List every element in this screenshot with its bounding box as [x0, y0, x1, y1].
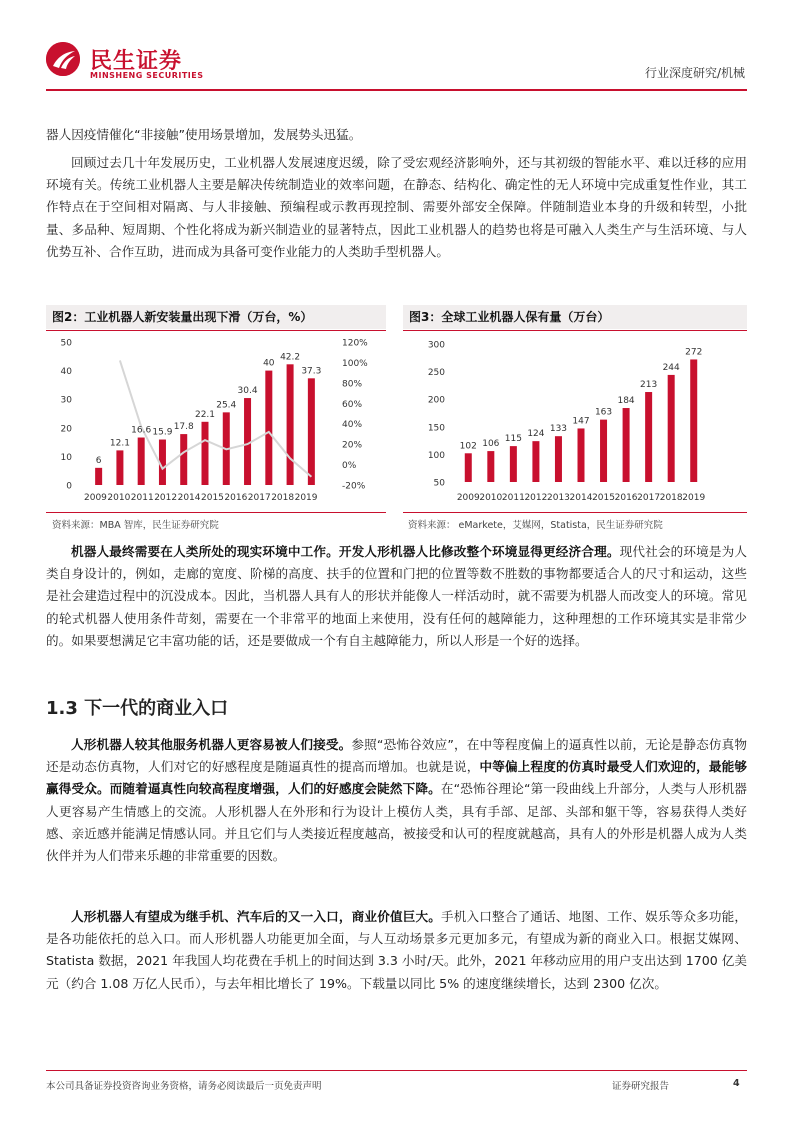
x-tick-6: 2015: [592, 493, 615, 503]
data-label-7: 184: [617, 396, 635, 407]
y-tick-3: 30: [60, 395, 72, 406]
data-label-6: 25.4: [216, 400, 237, 411]
section-title: 1.3 下一代的商业入口: [46, 698, 229, 719]
report-category: 行业深度研究/机械: [644, 66, 745, 80]
y-tick-4: 40: [60, 367, 72, 378]
x-tick-7: 2017: [247, 493, 271, 503]
bar-2: [510, 446, 517, 482]
bar-1: [487, 451, 494, 482]
bar-1: [116, 450, 123, 485]
x-tick-2: 2011: [130, 493, 154, 503]
data-label-1: 12.1: [109, 438, 130, 449]
figure-3-title: 图3：全球工业机器人保有量（万台）: [403, 305, 747, 329]
logo-text-cn: 民生证券: [90, 49, 183, 74]
data-label-7: 30.4: [237, 386, 258, 397]
data-label-10: 37.3: [301, 366, 322, 377]
bar-10: [690, 359, 697, 482]
bar-3: [532, 441, 539, 482]
data-label-9: 244: [662, 362, 680, 373]
footer-disclaimer: 本公司具备证券投资咨询业务资格，请务必阅读最后一页免责声明: [46, 1081, 322, 1092]
y-tick-5: 50: [60, 338, 72, 349]
x-tick-0: 2009: [84, 493, 107, 503]
data-label-4: 133: [549, 424, 568, 435]
y-tick-2: 150: [427, 423, 445, 434]
bar-4: [180, 434, 187, 485]
growth-line: [120, 360, 312, 476]
bar-0: [465, 453, 472, 482]
y-tick-1: 100: [427, 450, 445, 461]
company-logo-icon: [46, 42, 80, 76]
x-tick-1: 2010: [107, 493, 131, 503]
data-label-0: 102: [459, 441, 477, 452]
paragraph-4: 人形机器人较其他服务机器人更容易被人们接受。参照“恐怖谷效应”，在中等程度偏上的逼真性以前，无论是静态仿真物还是动态仿真物，人们对它的好感程度是随逼真性的提高而增加。也就是说，中等偏上程度的仿真时最受人们欢迎的，最能够赢得受众。而随着逼真性向较高程度增强，人们的好感度会陡然下降。在“恐怖谷理论“第一段曲线上升部分，人类与人形机器人更容易产生情感上的交流。人形机器人在外形和行为设计上模仿人类，具有手部、足部、头部和躯干等，容易获得人类好感、亲近感并能满足情感认同。并且它们与人类接近程度越高，被接受和认可的程度就越高，具有人的外形是机器人成为人类伙伴并为人们带来乐趣的非常重要的因数。: [46, 737, 748, 864]
paragraph-2: 回顾过去几十年发展历史，工业机器人发展速度迟缓，除了受宏观经济影响外，还与其初级的智能水平、难以迁移的应用环境有关。传统工业机器人主要是解决传统制造业的效率问题，在静态、结构化、确定性的无人环境中完成重复性作业，其工作特点在于空间相对隔离、与人非接触、预编程或示教再现控制、需要外部安全保障。伴随制造业本身的升级和转型，小批量、多品种、短周期、个性化将成为新兴制造业的显著特点，因此工业机器人的趋势也将是可融入人类生产与生活环境、与人优势互补、合作互助，进而成为具备可变作业能力的人类助手型机器人。: [46, 155, 747, 259]
data-label-5: 22.1: [194, 409, 216, 420]
x-tick-9: 2018: [659, 493, 683, 503]
data-label-4: 17.8: [173, 422, 194, 433]
bar-4: [555, 436, 562, 482]
x-tick-5: 2014: [569, 493, 593, 503]
logo-text-en: MINSHENG SECURITIES: [90, 71, 204, 80]
y2-tick-3: 40%: [342, 420, 363, 431]
x-tick-3: 2012: [524, 493, 548, 503]
figure-3-source: 资料来源： eMarkete，艾媒网，Statista，民生证券研究院: [408, 520, 663, 531]
data-label-10: 272: [685, 347, 703, 358]
data-label-3: 124: [527, 429, 545, 440]
footer-divider: [46, 1070, 747, 1071]
paragraph-3-lead: 机器人最终需要在人类所处的现实环境中工作。开发人形机器人比修改整个环境显得更经济合理。: [71, 544, 620, 559]
bar-9: [287, 364, 294, 485]
x-tick-0: 2009: [456, 493, 480, 503]
data-label-3: 15.9: [152, 427, 173, 438]
y-tick-0: 50: [433, 478, 445, 489]
page-number: 4: [733, 1078, 740, 1089]
x-tick-8: 2017: [637, 493, 661, 503]
y-tick-3: 200: [427, 395, 445, 406]
data-label-6: 163: [594, 407, 613, 418]
y2-tick-1: 0%: [342, 461, 357, 472]
paragraph-5: 人形机器人有望成为继手机、汽车后的又一入口，商业价值巨大。手机入口整合了通话、地图、工作、娱乐等众多功能，是各功能依托的总入口。而人形机器人功能更加全面，与人互动场景多元更加多元，有望成为新的商业入口。根据艾媒网、Statista 数据，2021 年我国人均花费在手机上的时间达到 3.3 小时/天。此外，2021 年移动应用的用户支出达到 1700 亿美元（约合 1.08 万亿人民币），与去年相比增长了 19%。下载量以同比 5% 的速度继续增长，达到 2300 亿次。: [46, 909, 748, 991]
bar-6: [600, 420, 607, 482]
header-divider: [46, 89, 747, 91]
data-label-0: 6: [95, 455, 102, 466]
data-label-8: 213: [640, 380, 658, 391]
figure-3-divider: [403, 330, 747, 331]
x-tick-2: 2011: [501, 493, 525, 503]
bar-10: [308, 378, 315, 485]
y2-tick-2: 20%: [342, 440, 363, 451]
paragraph-1: 器人因疫情催化“非接触”使用场景增加，发展势头迅猛。: [46, 127, 362, 142]
x-tick-3: 2012: [154, 493, 178, 503]
x-tick-4: 2014: [177, 493, 201, 503]
x-tick-7: 2016: [614, 493, 638, 503]
figure-2-bottom-divider: [46, 512, 386, 513]
figure-2-title: 图2：工业机器人新安装量出现下滑（万台，%）: [46, 305, 386, 329]
figure-3-bottom-divider: [403, 512, 747, 513]
data-label-2: 115: [504, 434, 522, 445]
data-label-8: 40: [263, 358, 275, 369]
bar-7: [623, 408, 630, 482]
y2-tick-6: 100%: [342, 358, 368, 369]
y2-tick-0: -20%: [342, 481, 366, 492]
y-tick-4: 250: [427, 368, 445, 379]
data-label-9: 42.2: [280, 352, 301, 363]
x-tick-1: 2010: [479, 493, 503, 503]
y-tick-5: 300: [427, 340, 445, 351]
y2-tick-7: 120%: [342, 338, 368, 349]
figure-2-divider: [46, 330, 386, 331]
y2-tick-5: 80%: [342, 379, 363, 390]
x-tick-5: 2015: [201, 493, 224, 503]
bar-8: [645, 392, 652, 482]
y-tick-0: 0: [66, 481, 72, 492]
bar-9: [668, 375, 675, 482]
x-tick-9: 2019: [294, 493, 318, 503]
data-label-1: 106: [482, 439, 500, 450]
x-tick-8: 2018: [271, 493, 295, 503]
data-label-5: 147: [572, 416, 590, 427]
figure-2-source: 资料来源：MBA 智库，民生证券研究院: [52, 520, 219, 531]
bar-2: [138, 438, 145, 485]
bar-5: [202, 422, 209, 485]
bar-5: [578, 428, 585, 482]
figure-3-chart: [403, 332, 747, 508]
y2-tick-4: 60%: [342, 399, 363, 410]
footer-report-type: 证券研究报告: [612, 1081, 670, 1092]
figure-2-chart: [46, 332, 386, 508]
bar-8: [265, 371, 272, 485]
x-tick-4: 2013: [547, 493, 570, 503]
x-tick-10: 2019: [682, 493, 706, 503]
y-tick-2: 20: [60, 424, 72, 435]
paragraph-3: 机器人最终需要在人类所处的现实环境中工作。开发人形机器人比修改整个环境显得更经济合理。现代社会的环境是为人类自身设计的，例如，走廊的宽度、阶梯的高度、扶手的位置和门把的位置等数不胜数的事物都要适合人的尺寸和运动，这些是社会建造过程中的沉没成本。因此，当机器人具有人的形状并能像人一样活动时，就不需要为机器人而改变人的环境。常见的轮式机器人使用条件苛刻，需要在一个非常平的地面上来使用，没有任何的越障能力，这种理想的工作环境其实是非常少的。如果要想满足它丰富功能的话，还是要做成一个有自主越障能力，所以人形是一个好的选择。: [46, 544, 748, 648]
data-label-2: 16.6: [131, 425, 152, 436]
x-tick-6: 2016: [224, 493, 248, 503]
y-tick-1: 10: [60, 452, 72, 463]
bar-0: [95, 468, 102, 485]
